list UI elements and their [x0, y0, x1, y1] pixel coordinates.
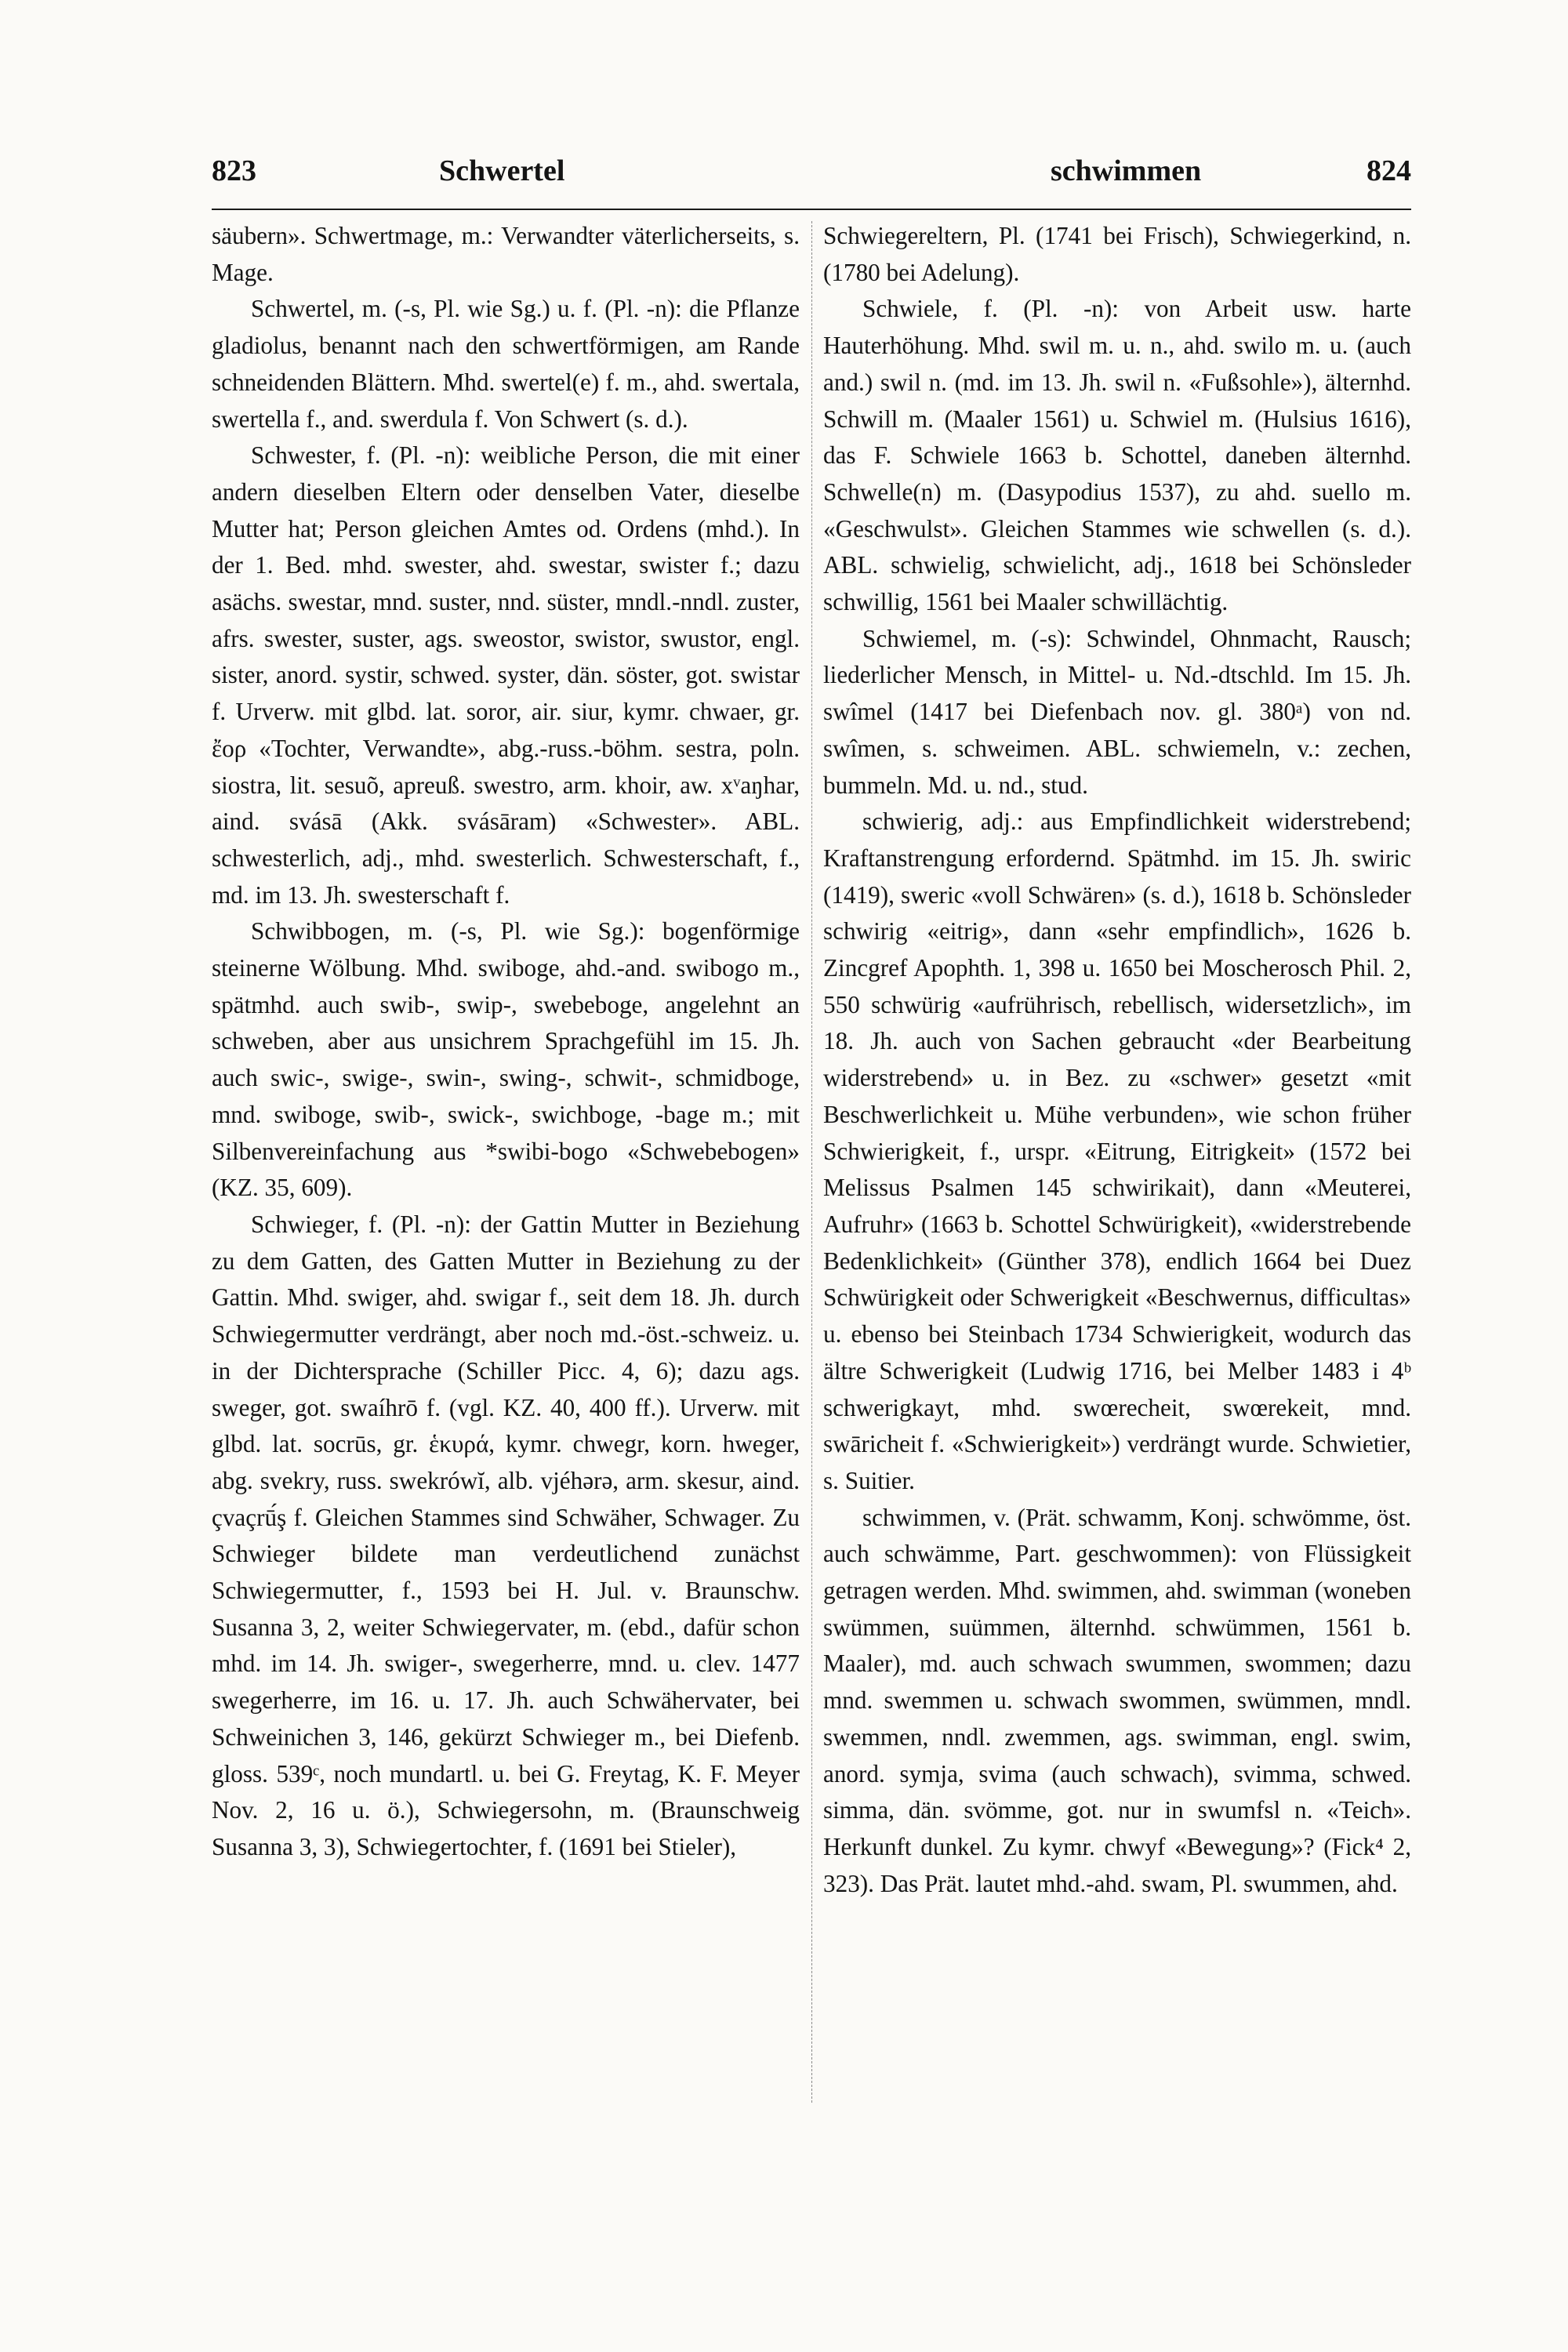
- column-divider: [811, 221, 812, 2103]
- running-headword-right: schwimmen: [1051, 154, 1202, 187]
- entry-schwester: Schwester, f. (Pl. -n): weibliche Person, die mit einer andern dieselben Eltern oder denselben Vater, dieselbe Mutter hat; Person gleichen Amtes od. Ordens (mhd.). In der 1. Bed. mhd. swester, ahd. swestar, swister f.; dazu asächs. swestar, mnd. suster, nnd. süster, mndl.-nndl. zuster, afrs. swester, suster, ags. sweostor, swistor, swustor, engl. sister, anord. systir, schwed. syster, dän. söster, got. swistar f. Urverw. mit glbd. lat. soror, air. siur, kymr. chwaer, gr. ἔορ «Tochter, Verwandte», abg.-russ.-böhm. sestra, poln. siostra, lit. sesuõ, apreuß. swestro, arm. khoir, aw. xᵛaŋhar, aind. svásā (Akk. svásāram) «Schwester». ABL. schwesterlich, adj., mhd. swesterlich. Schwesterschaft, f., md. im 13. Jh. swesterschaft f.: [212, 441, 800, 909]
- right-column: [823, 218, 1411, 1902]
- running-header: [212, 154, 1411, 201]
- page-number-left: 823: [212, 154, 256, 187]
- entry-schwibbogen: Schwibbogen, m. (-s, Pl. wie Sg.): bogenförmige steinerne Wölbung. Mhd. swiboge, ahd.-and. swibogo m., spätmhd. auch swib-, swip-, swebeboge, angelehnt an schweben, aber aus unsichrem Sprachgefühl im 15. Jh. auch swic-, swige-, swin-, swing-, schwit-, schmidboge, mnd. swiboge, swib-, swick-, swichboge, -bage m.; mit Silbenvereinfachung aus *swibi-bogo «Schwebebogen» (KZ. 35, 609).: [212, 917, 800, 1202]
- page-number-right: 824: [1367, 154, 1411, 187]
- entry-schwiele: Schwiele, f. (Pl. -n): von Arbeit usw. harte Hauterhöhung. Mhd. swil m. u. n., ahd. swilo m. u. (auch and.) swil n. (md. im 13. Jh. swil n. «Fußsohle»), älternhd. Schwill m. (Maaler 1561) u. Schwiel m. (Hulsius 1616), das F. Schwiele 1663 b. Schottel, daneben älternhd. Schwelle(n) m. (Dasypodius 1537), zu ahd. suello m. «Geschwulst». Gleichen Stammes wie schwellen (s. d.). ABL. schwielig, schwielicht, adj., 1618 bei Schönsleder schwillig, 1561 bei Maaler schwillächtig.: [823, 295, 1411, 616]
- running-headword-left: Schwertel: [439, 154, 565, 187]
- entry-schwimmen: schwimmen, v. (Prät. schwamm, Konj. schwömme, öst. auch schwämme, Part. geschwommen): von Flüssigkeit getragen werden. Mhd. swimmen, ahd. swimman (woneben swümmen, suümmen, älternhd. schwümmen, 1561 b. Maaler), md. auch schwach swummen, swommen; dazu mnd. swemmen u. schwach swommen, swümmen, mndl. swemmen, nndl. zwemmen, ags. swimman, engl. swim, anord. symja, svima (auch schwach), svimma, schwed. simma, dän. svömme, got. nur in swumfsl n. «Teich». Herkunft dunkel. Zu kymr. chwyf «Bewegung»? (Fick⁴ 2, 323). Das Prät. lautet mhd.-ahd. swam, Pl. swummen, ahd.: [823, 1503, 1411, 1897]
- header-rule: [212, 209, 1411, 210]
- entry-continuation: säubern». Schwertmage, m.: Verwandter väterlicherseits, s. Mage.: [212, 222, 800, 286]
- entry-schwieger: Schwieger, f. (Pl. -n): der Gattin Mutter in Beziehung zu dem Gatten, des Gatten Mutter in Beziehung zu der Gattin. Mhd. swiger, ahd. swigar f., seit dem 18. Jh. durch Schwiegermutter verdrängt, aber noch md.-öst.-schweiz. u. in der Dichtersprache (Schiller Picc. 4, 6); dazu ags. sweger, got. swaíhrō f. (vgl. KZ. 40, 400 ff.). Urverw. mit glbd. lat. socrūs, gr. ἑκυρά, kymr. chwegr, korn. hweger, abg. svekry, russ. swekrówĭ, alb. vjéhərə, arm. skesur, aind. çvaçrū́ş f. Gleichen Stammes sind Schwäher, Schwager. Zu Schwieger bildete man verdeutlichend zunächst Schwiegermutter, f., 1593 bei H. Jul. v. Braunschw. Susanna 3, 2, weiter Schwiegervater, m. (ebd., dafür schon mhd. im 14. Jh. swiger-, swegerherre, mnd. u. clev. 1477 swegerherre, im 16. u. 17. Jh. auch Schwähervater, bei Schweinichen 3, 146, gekürzt Schwieger m., bei Diefenb. gloss. 539ᶜ, noch mundartl. u. bei G. Freytag, K. F. Meyer Nov. 2, 16 u. ö.), Schwiegersohn, m. (Braunschweig Susanna 3, 3), Schwiegertochter, f. (1691 bei Stieler),: [212, 1210, 800, 1860]
- entry-schwertel: Schwertel, m. (-s, Pl. wie Sg.) u. f. (Pl. -n): die Pflanze gladiolus, benannt nach den schwertförmigen, am Rande schneidenden Blättern. Mhd. swertel(e) f. m., ahd. swertala, swertella f., and. swerdula f. Von Schwert (s. d.).: [212, 295, 800, 433]
- entry-schwierig: schwierig, adj.: aus Empfindlichkeit widerstrebend; Kraftanstrengung erfordernd. Spätmhd. im 15. Jh. swiric (1419), sweric «voll Schwären» (s. d.), 1618 b. Schönsleder schwirig «eitrig», dann «sehr empfindlich», 1626 b. Zincgref Apophth. 1, 398 u. 1650 bei Moscherosch Phil. 2, 550 schwürig «aufrührisch, rebellisch, widersetzlich», im 18. Jh. auch von Sachen gebraucht «der Bearbeitung widerstrebend» u. in Bez. zu «schwer» gesetzt «mit Beschwerlichkeit u. Mühe verbunden», wie schon früher Schwierigkeit, f., urspr. «Eitrung, Eitrigkeit» (1572 bei Melissus Psalmen 145 schwirikait), dann «Meuterei, Aufruhr» (1663 b. Schottel Schwürigkeit), «widerstrebende Bedenklichkeit» (Günther 378), endlich 1664 bei Duez Schwürigkeit oder Schwerigkeit «Beschwernus, difficultas» u. ebenso bei Steinbach 1734 Schwierigkeit, wodurch das ältre Schwerigkeit (Ludwig 1716, bei Melber 1483 i 4ᵇ schwerigkayt, mhd. swœrecheit, swœrekeit, mnd. swāricheit f. «Schwierigkeit») verdrängt wurde. Schwietier, s. Suitier.: [823, 808, 1411, 1494]
- left-column: [212, 218, 800, 1866]
- entry-continuation: Schwiegereltern, Pl. (1741 bei Frisch), Schwiegerkind, n. (1780 bei Adelung).: [823, 222, 1411, 286]
- entry-schwiemel: Schwiemel, m. (-s): Schwindel, Ohnmacht, Rausch; liederlicher Mensch, in Mittel- u. Nd.-dtschld. Im 15. Jh. swîmel (1417 bei Diefenbach nov. gl. 380ᵃ) von nd. swîmen, s. schweimen. ABL. schwiemeln, v.: zechen, bummeln. Md. u. nd., stud.: [823, 624, 1411, 799]
